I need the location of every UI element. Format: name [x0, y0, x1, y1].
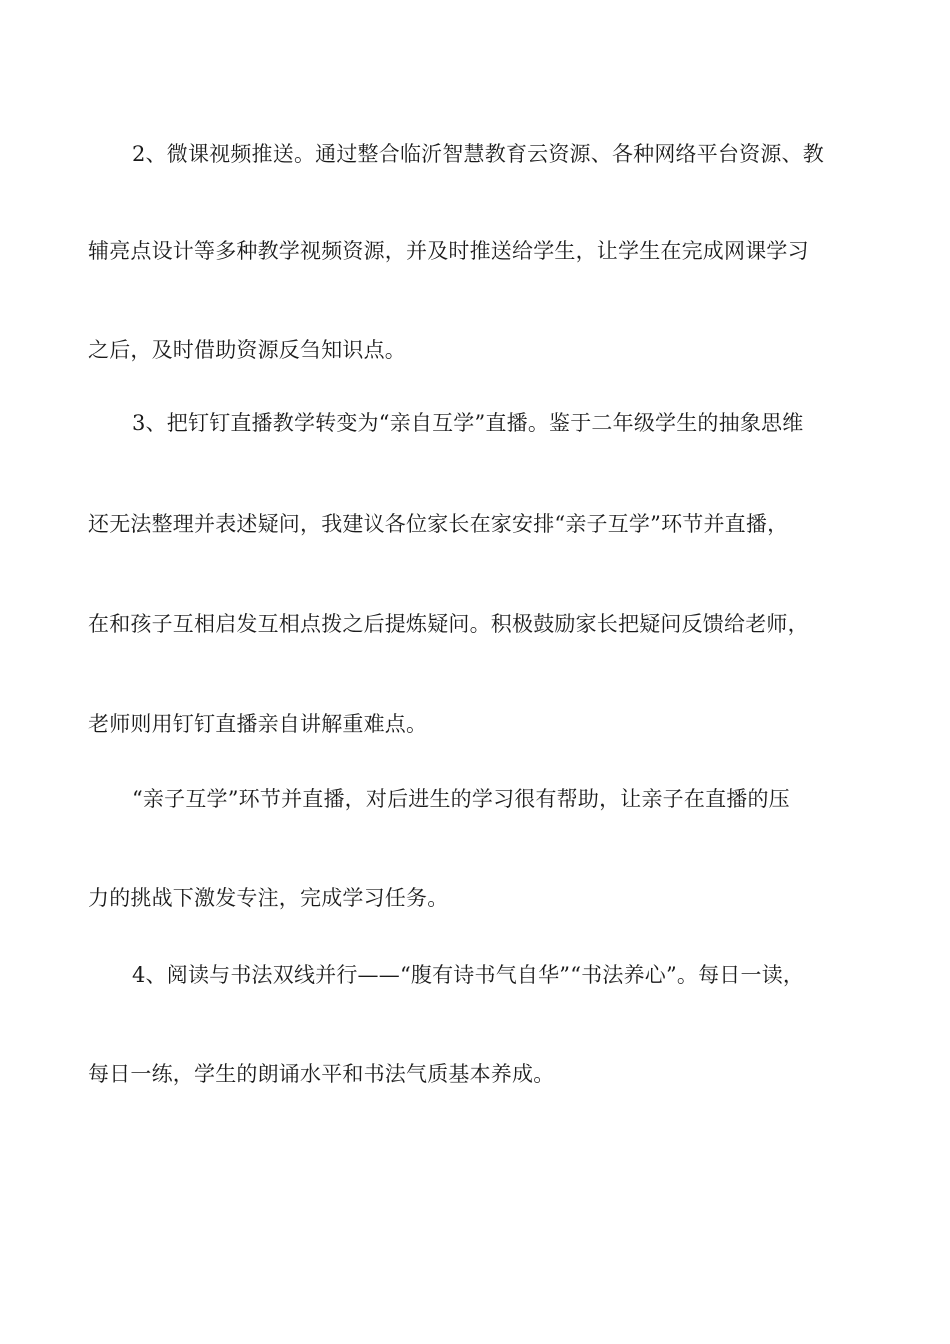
paragraph-2-line-1: 2、微课视频推送。通过整合临沂智慧教育云资源、各种网络平台资源、教 — [132, 142, 824, 166]
paragraph-note-line-2: 力的挑战下激发专注，完成学习任务。 — [88, 886, 449, 910]
paragraph-3-line-4: 老师则用钉钉直播亲自讲解重难点。 — [88, 712, 428, 736]
paragraph-4-line-1: 4、阅读与书法双线并行——“腹有诗书气自华”“书法养心”。每日一读， — [132, 963, 805, 987]
paragraph-2-line-2: 辅亮点设计等多种教学视频资源，并及时推送给学生，让学生在完成网课学习 — [88, 239, 809, 263]
paragraph-4-line-2: 每日一练，学生的朗诵水平和书法气质基本养成。 — [88, 1062, 555, 1086]
paragraph-2-line-3: 之后，及时借助资源反刍知识点。 — [88, 338, 406, 362]
paragraph-3-line-3: 在和孩子互相启发互相点拨之后提炼疑问。积极鼓励家长把疑问反馈给老师， — [88, 612, 809, 636]
paragraph-3-line-2: 还无法整理并表述疑问，我建议各位家长在家安排“亲子互学”环节并直播， — [88, 512, 789, 536]
paragraph-note-line-1: “亲子互学”环节并直播，对后进生的学习很有帮助，让亲子在直播的压 — [132, 787, 790, 811]
paragraph-3-line-1: 3、把钉钉直播教学转变为“亲自互学”直播。鉴于二年级学生的抽象思维 — [132, 411, 804, 435]
